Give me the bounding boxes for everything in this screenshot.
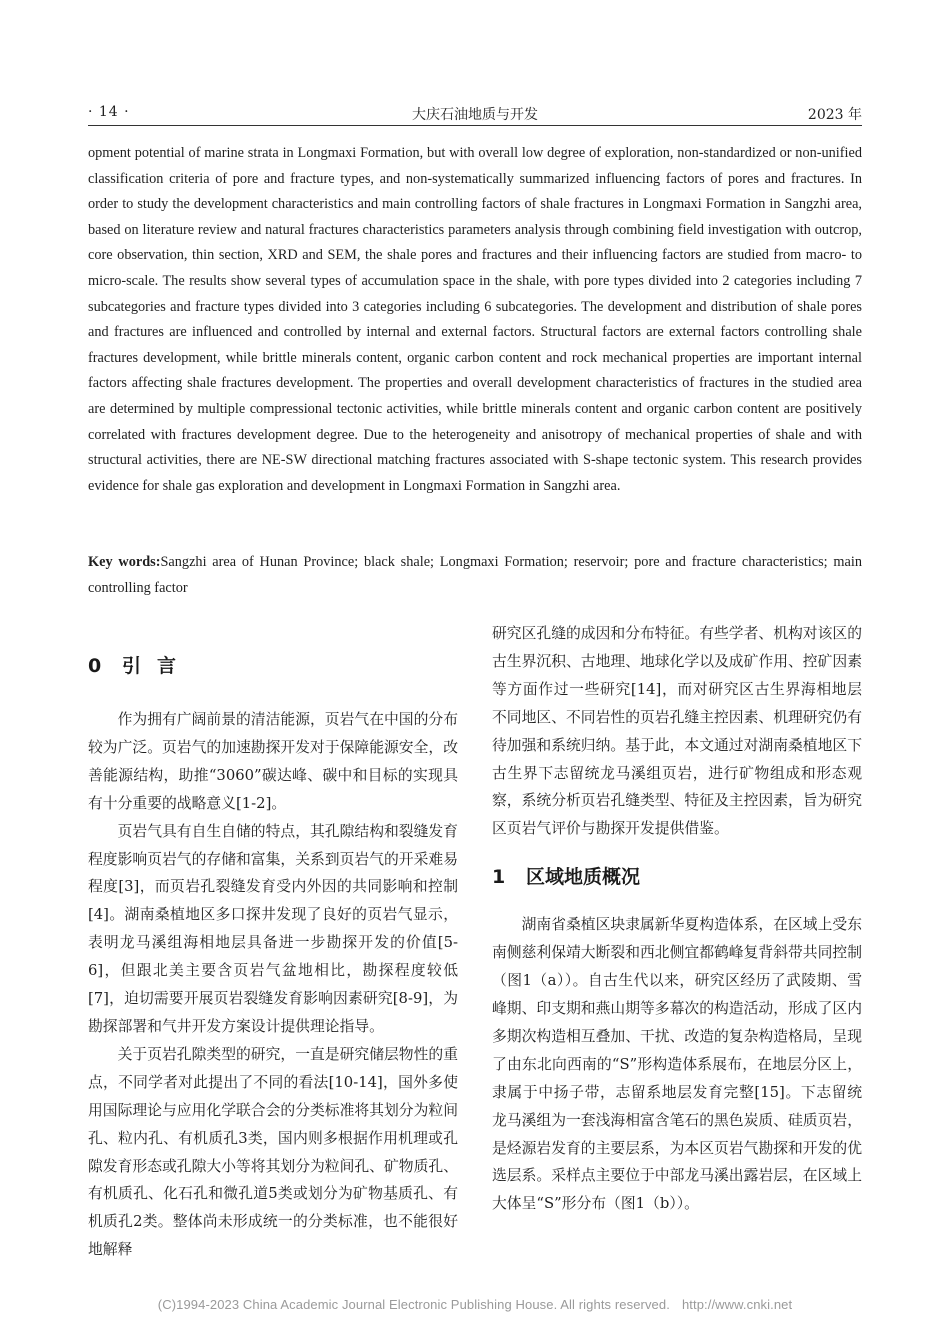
section-title: 区域地质概况 bbox=[526, 866, 641, 889]
keywords-label: Key words: bbox=[88, 554, 161, 570]
keywords bbox=[88, 550, 862, 601]
running-header bbox=[88, 98, 862, 126]
copyright-footer bbox=[0, 1297, 950, 1312]
section-heading-regional-geology bbox=[492, 851, 862, 903]
keywords-text: Sangzhi area of Hunan Province; black shale; Longmaxi Formation; reservoir; pore and fracture characteristics; main controlling factor bbox=[88, 554, 862, 596]
left-column bbox=[88, 620, 458, 1264]
paragraph-continuation: 研究区孔缝的成因和分布特征。有些学者、机构对该区的古生界沉积、古地理、地球化学以及成矿作用、控矿因素等方面作过一些研究[14]，而对研究区古生界海相地层不同地区、不同岩性的页岩孔缝主控因素、机理研究仍有待加强和系统归纳。基于此，本文通过对湖南桑植地区下古生界下志留统龙马溪组页岩，进行矿物组成和形态观察，系统分析页岩孔缝类型、特征及主控因素，旨为研究区页岩气评价与勘探开发提供借鉴。 bbox=[492, 625, 862, 838]
copyright-text: (C)1994-2023 China Academic Journal Electronic Publishing House. All rights reserved. bbox=[157, 1297, 670, 1312]
section-number: 0 bbox=[88, 655, 102, 677]
paragraph: 作为拥有广阔前景的清洁能源，页岩气在中国的分布较为广泛。页岩气的加速勘探开发对于保障能源安全，改善能源结构，助推“3060”碳达峰、碳中和目标的实现具有十分重要的战略意义[1-2]。 bbox=[88, 711, 458, 812]
journal-name: 大庆石油地质与开发 bbox=[412, 107, 538, 123]
publication-year: 2023 年 bbox=[807, 107, 862, 123]
page-number: · 14 · bbox=[88, 104, 130, 120]
cnki-url: http://www.cnki.net bbox=[681, 1297, 793, 1312]
english-abstract-continuation: opment potential of marine strata in Longmaxi Formation, but with overall low degree of exploration, non-standardized or non-unified classification criteria of pore and fracture types, and non-systematically summarized influencing factors of pores and fractures. In order to study the development characteristics and main controlling factors of shale fractures in Longmaxi Formation in Sangzhi area, based on literature review and natural fractures characteristics parameters analysis through combining field investigation with outcrop, core observation, thin section, XRD and SEM, the shale pores and fractures and their influencing factors are studied from macro- to micro-scale. The results show several types of accumulation space in the shale, with pore types divided into 2 categories including 7 subcategories and fracture types divided into 3 categories including 6 subcategories. The development and distribution of shale pores and fractures are influenced and controlled by internal and external factors. Structural factors are external factors controlling shale fractures development, while brittle minerals content, organic carbon content and rock mechanical properties are important internal factors affecting shale fractures development. The properties and overall development characteristics of fractures in the studied area are determined by multiple compressional tectonic activities, while brittle minerals content and organic carbon content are positively correlated with fractures development degree. Due to the heterogeneity and anisotropy of mechanical properties of shale and with structural activities, there are NE-SW directional matching fractures associated with S-shape tectonic system. This research provides evidence for shale gas exploration and development in Longmaxi Formation in Sangzhi area. bbox=[88, 145, 862, 494]
section-title: 引言 bbox=[122, 655, 193, 677]
section-heading-introduction bbox=[88, 640, 458, 692]
right-column bbox=[492, 620, 862, 1218]
paragraph: 关于页岩孔隙类型的研究，一直是研究储层物性的重点，不同学者对此提出了不同的看法[10-14]，国外多使用国际理论与应用化学联合会的分类标准将其划分为粒间孔、粒内孔、有机质孔3类，国内则多根据作用机理或孔隙发育形态或孔隙大小等将其划分为粒间孔、矿物质孔、有机质孔、化石孔和微孔道5类或划分为矿物基质孔、有机质孔2类。整体尚未形成统一的分类标准，也不能很好地解释 bbox=[88, 1045, 458, 1259]
paragraph: 湖南省桑植区块隶属新华夏构造体系，在区域上受东南侧慈利保靖大断裂和西北侧宜都鹤峰复背斜带共同控制（图1（a））。自古生代以来，研究区经历了武陵期、雪峰期、印支期和燕山期等多幕次的构造活动，形成了区内多期次构造相互叠加、干扰、改造的复杂构造格局，呈现了由东北向西南的“S”形构造体系展布，在地层分区上，隶属于中扬子带，志留系地层发育完整[15]。下志留统龙马溪组为一套浅海相富含笔石的黑色炭质、硅质页岩，是烃源岩发育的主要层系，为本区页岩气勘探和开发的优选层系。采样点主要位于中部龙马溪出露岩层，在区域上大体呈“S”形分布（图1（b））。 bbox=[492, 916, 862, 1213]
section-number: 1 bbox=[492, 866, 506, 889]
paragraph: 页岩气具有自生自储的特点，其孔隙结构和裂缝发育程度影响页岩气的存储和富集，关系到页岩气的开采难易程度[3]，而页岩孔裂缝发育受内外因的共同影响和控制[4]。湖南桑植地区多口探井发现了良好的页岩气显示，表明龙马溪组海相地层具备进一步勘探开发的价值[5-6]，但跟北美主要含页岩气盆地相比，勘探程度较低[7]，迫切需要开展页岩裂缝发育影响因素研究[8-9]，为勘探部署和气井开发方案设计提供理论指导。 bbox=[88, 822, 458, 1035]
header-rule bbox=[88, 125, 862, 126]
